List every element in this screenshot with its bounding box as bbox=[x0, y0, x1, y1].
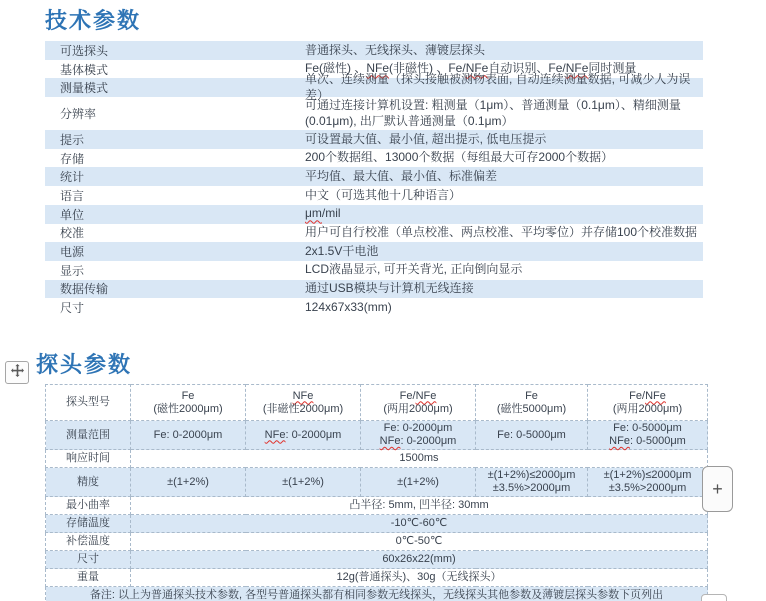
tech-params-table bbox=[45, 41, 703, 317]
param-label: 补偿温度 bbox=[46, 533, 131, 551]
table-row bbox=[45, 41, 703, 60]
table-row bbox=[46, 551, 708, 569]
table-row bbox=[45, 280, 703, 299]
param-label: 单位 bbox=[60, 207, 85, 222]
table-row bbox=[46, 587, 708, 601]
table-note: 备注: 以上为普通探头技术参数, 各型号普通探头都有相同参数无线探头，无线探头其他参数及薄镀层探头参数下页列出 bbox=[46, 587, 708, 601]
param-value: ±(1+2%) bbox=[361, 468, 476, 497]
param-value: 平均值、最大值、最小值、标准偏差 bbox=[305, 169, 498, 184]
param-label: 测量模式 bbox=[60, 81, 109, 96]
table-row bbox=[46, 515, 708, 533]
param-value: 200个数据组、13000个数据（每组最大可存2000个数据） bbox=[305, 150, 614, 165]
plus-icon: + bbox=[712, 478, 723, 499]
param-label: 可选探头 bbox=[60, 43, 109, 58]
param-value: ±(1+2%)≤2000μm ±3.5%>2000μm bbox=[476, 468, 588, 497]
table-move-handle[interactable] bbox=[5, 361, 29, 384]
table-row bbox=[45, 130, 703, 149]
param-label: 校准 bbox=[60, 226, 85, 241]
param-value: 124x67x33(mm) bbox=[305, 299, 392, 314]
table-row bbox=[45, 261, 703, 280]
section-title-tech-params: 技术参数 bbox=[45, 8, 142, 33]
table-row bbox=[46, 569, 708, 587]
param-value: -10℃-60℃ bbox=[131, 515, 708, 533]
table-row bbox=[46, 533, 708, 551]
param-label: 显示 bbox=[60, 263, 85, 278]
probe-col-header: Fe (磁性5000μm) bbox=[476, 385, 588, 421]
param-value: 通过USB模块与计算机无线连接 bbox=[305, 281, 474, 296]
param-label: 精度 bbox=[46, 468, 131, 497]
param-label: 尺寸 bbox=[46, 551, 131, 569]
param-value: LCD液晶显示, 可开关背光, 正向倒向显示 bbox=[305, 262, 523, 277]
table-row bbox=[45, 205, 703, 224]
probe-col-header: Fe/NFe (两用2000μm) bbox=[361, 385, 476, 421]
table-row bbox=[45, 149, 703, 168]
param-value: 可设置最大值、最小值, 超出提示, 低电压提示 bbox=[305, 131, 547, 146]
param-value: Fe(磁性) 、NFe(非磁性) 、Fe/NFe自动识别、Fe/NFe同时测量 bbox=[305, 61, 637, 76]
param-value: 可通过连接计算机设置: 粗测量（1μm）、普通测量（0.1μm）、精细测量(0.01μm), 出厂默认普通测量（0.1μm） bbox=[305, 98, 681, 128]
param-label: 重量 bbox=[46, 569, 131, 587]
param-label: 尺寸 bbox=[60, 301, 85, 316]
probe-params-table bbox=[45, 384, 708, 601]
probe-col-header: 探头型号 bbox=[46, 385, 131, 421]
param-label: 分辨率 bbox=[60, 107, 97, 122]
probe-col-header: NFe (非磁性2000μm) bbox=[246, 385, 361, 421]
table-row bbox=[46, 421, 708, 450]
param-value: 0℃-50℃ bbox=[131, 533, 708, 551]
param-label: 提示 bbox=[60, 132, 85, 147]
param-value: ±(1+2%)≤2000μm ±3.5%>2000μm bbox=[588, 468, 708, 497]
param-label: 语言 bbox=[60, 188, 85, 203]
param-label: 数据传输 bbox=[60, 282, 109, 297]
param-value: 用户可自行校准（单点校准、两点校准、平均零位）并存储100个校准数据 bbox=[305, 225, 698, 240]
param-label: 响应时间 bbox=[46, 450, 131, 468]
param-value: 单次、连续测量（探头接触被测物表面, 自动连续测量数据, 可减少人为误差） bbox=[305, 72, 691, 102]
param-value: 中文（可选其他十几种语言） bbox=[305, 187, 462, 202]
probe-col-header: Fe/NFe (两用2000μm) bbox=[588, 385, 708, 421]
param-value: Fe: 0-5000μm NFe: 0-5000μm bbox=[588, 421, 708, 450]
param-label: 电源 bbox=[60, 245, 85, 260]
param-label: 存储温度 bbox=[46, 515, 131, 533]
param-value: 12g(普通探头)、30g（无线探头） bbox=[131, 569, 708, 587]
param-value: 凸半径: 5mm, 凹半径: 30mm bbox=[131, 497, 708, 515]
insert-button-partial[interactable] bbox=[701, 594, 727, 601]
param-value: Fe: 0-2000μm bbox=[131, 421, 246, 450]
param-value: ±(1+2%) bbox=[131, 468, 246, 497]
probe-col-header: Fe (磁性2000μm) bbox=[131, 385, 246, 421]
param-label: 统计 bbox=[60, 170, 85, 185]
table-row bbox=[45, 72, 703, 102]
param-value: Fe: 0-2000μm NFe: 0-2000μm bbox=[361, 421, 476, 450]
param-value: ±(1+2%) bbox=[246, 468, 361, 497]
table-row bbox=[46, 450, 708, 468]
table-row bbox=[45, 186, 703, 205]
table-row bbox=[45, 298, 703, 317]
param-value: NFe: 0-2000μm bbox=[246, 421, 361, 450]
param-value: Fe: 0-5000μm bbox=[476, 421, 588, 450]
table-row bbox=[46, 497, 708, 515]
table-row bbox=[46, 385, 708, 421]
param-label: 基体模式 bbox=[60, 62, 109, 77]
insert-plus-button[interactable] bbox=[702, 466, 733, 512]
param-value: 2x1.5V干电池 bbox=[305, 243, 379, 258]
table-row bbox=[45, 97, 703, 130]
param-label: 存储 bbox=[60, 151, 85, 166]
param-label: 测量范围 bbox=[46, 421, 131, 450]
param-value: 1500ms bbox=[131, 450, 708, 468]
section-title-probe-params: 探头参数 bbox=[36, 352, 133, 377]
param-label: 最小曲率 bbox=[46, 497, 131, 515]
table-row bbox=[46, 468, 708, 497]
table-row bbox=[45, 167, 703, 186]
param-value: 普通探头、无线探头、薄镀层探头 bbox=[305, 42, 486, 57]
table-row bbox=[45, 242, 703, 261]
table-row bbox=[45, 224, 703, 243]
param-value: 60x26x22(mm) bbox=[131, 551, 708, 569]
move-icon bbox=[11, 364, 24, 382]
param-value: μm/mil bbox=[305, 206, 341, 221]
